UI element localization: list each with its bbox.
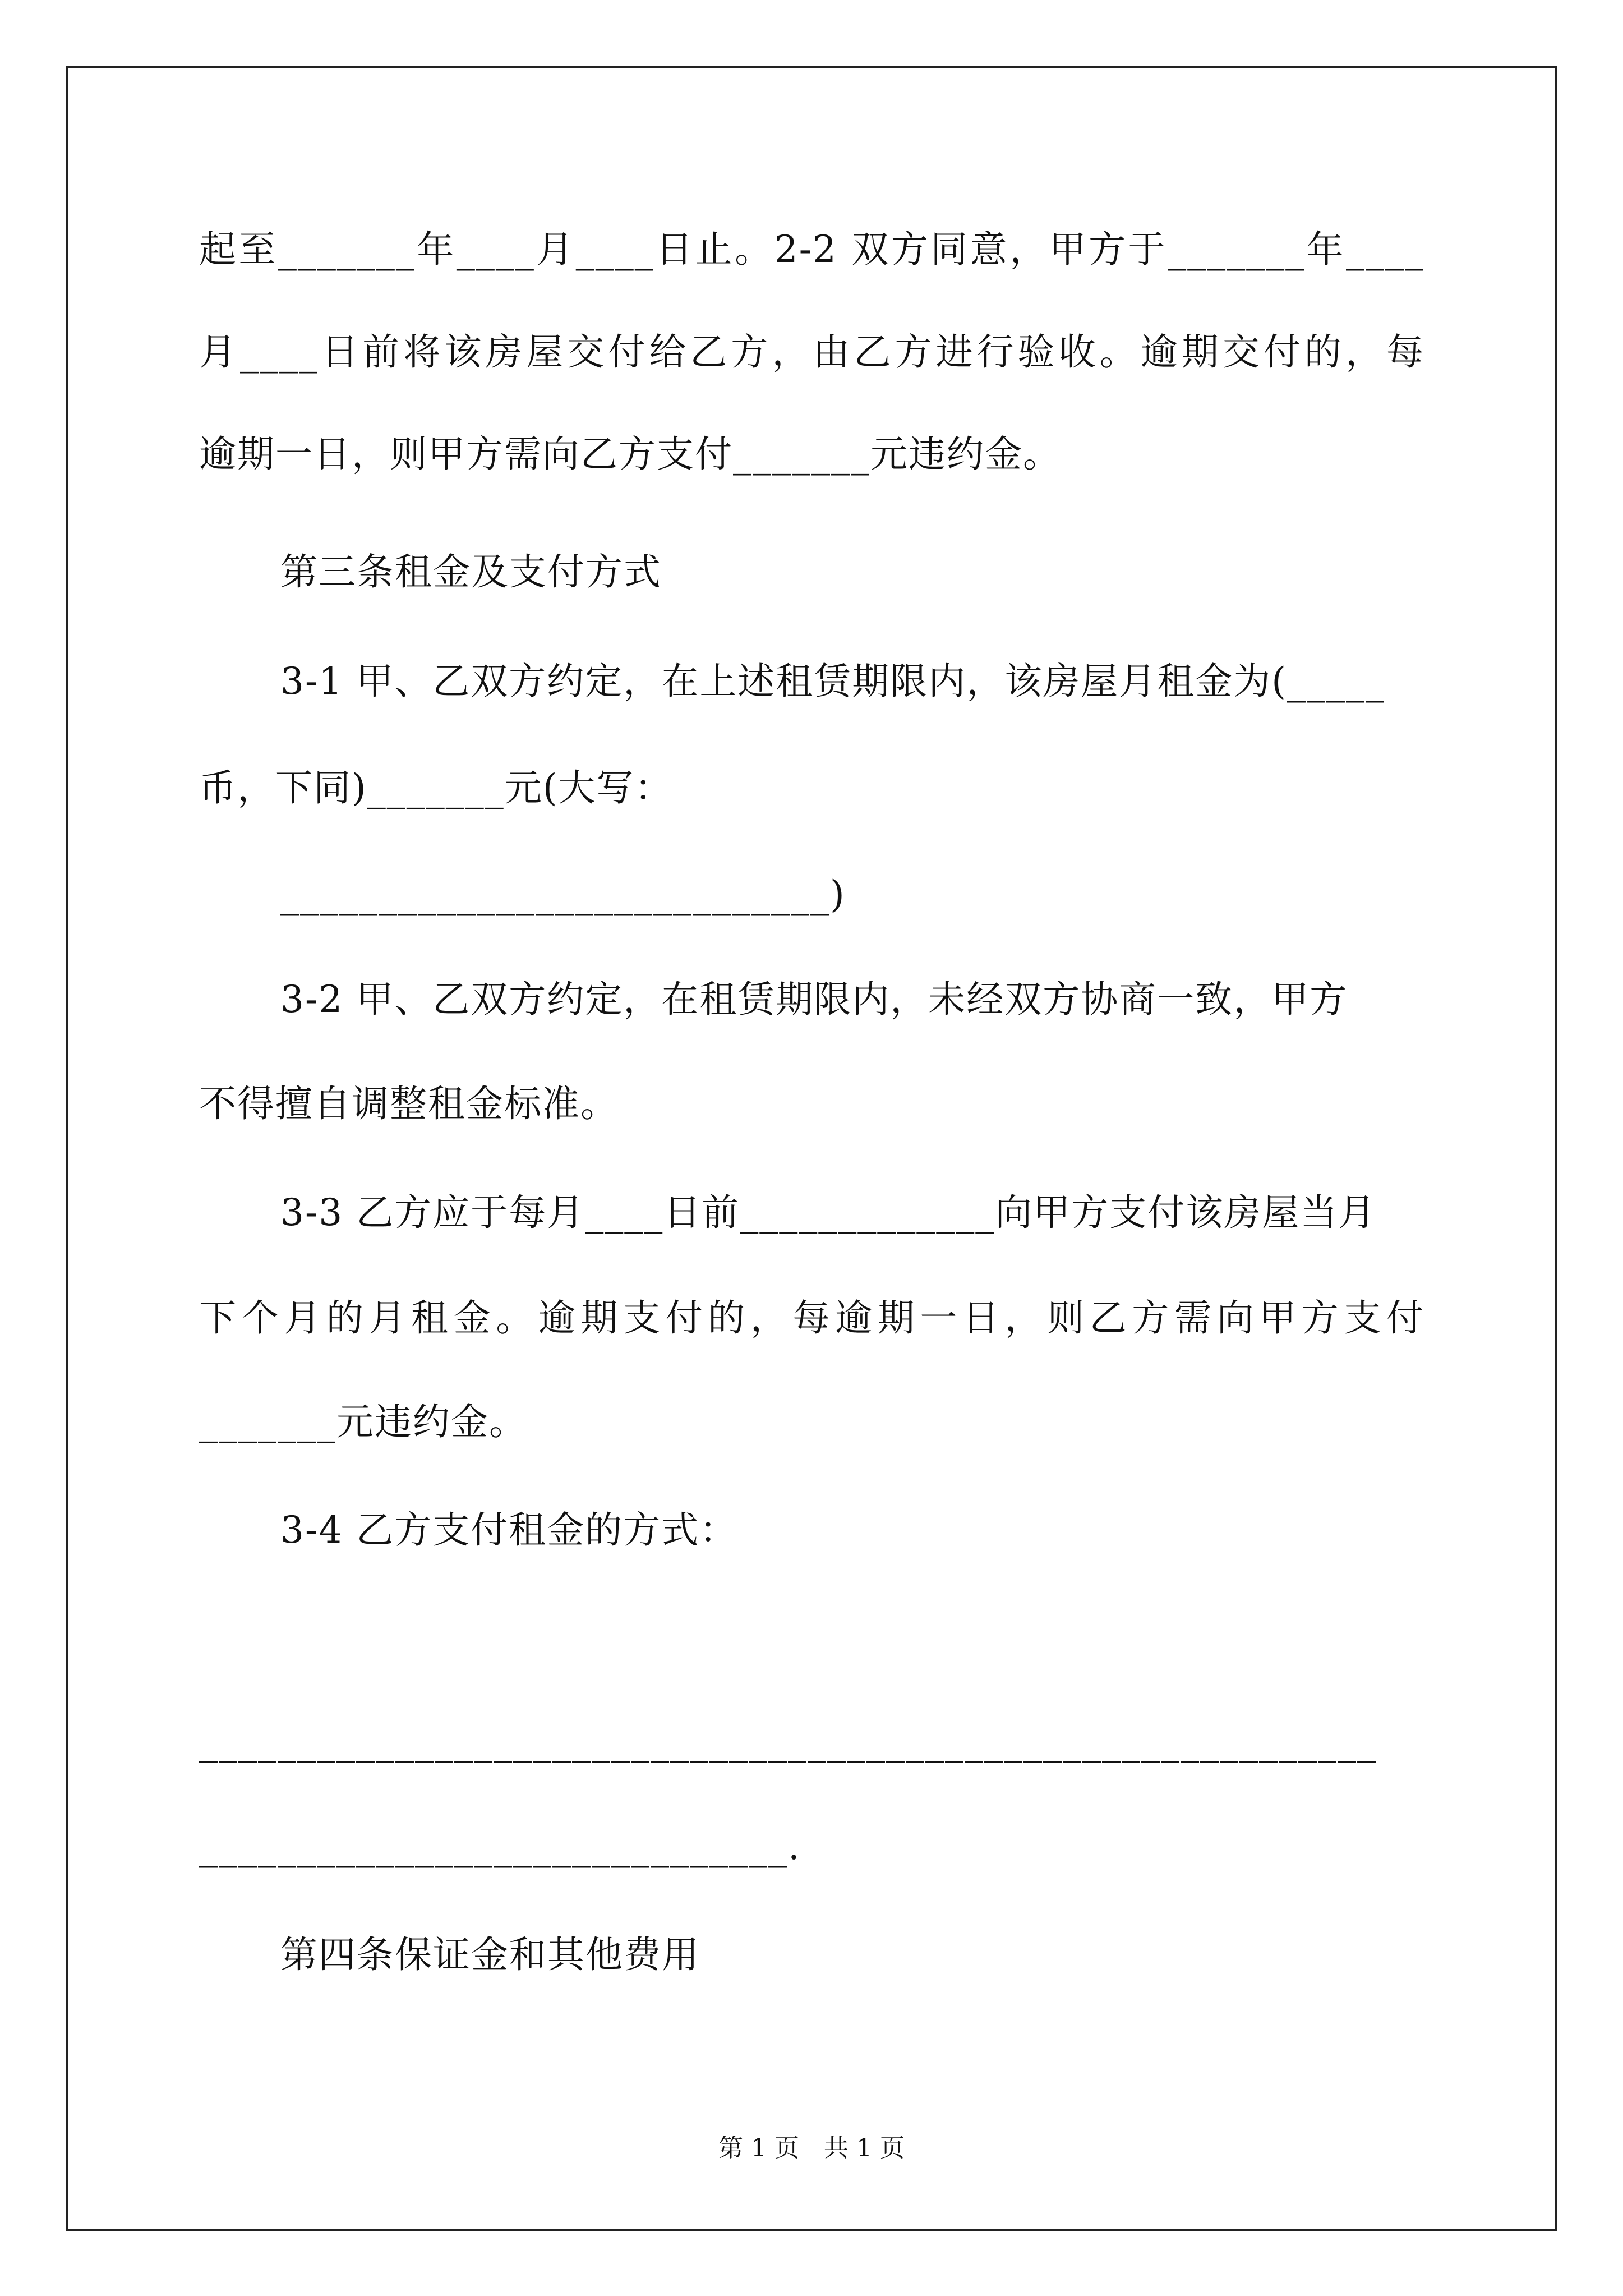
page-border: [66, 66, 1557, 2231]
page-footer: 第 1 页 共 1 页: [718, 2134, 905, 2162]
text-line-8: 3-2 甲、乙双方约定，在租赁期限内，未经双方协商一致，甲方: [280, 978, 1348, 1021]
text-line-10: 3-3 乙方应于每月____日前_____________向甲方支付该房屋当月: [280, 1191, 1377, 1234]
section-heading-4: 第四条保证金和其他费用: [280, 1933, 700, 1976]
text-line-14: ____________________________________________________________: [199, 1720, 1377, 1763]
text-line-1: 起至_______年____月____日止。2-2 双方同意，甲方于_______年____: [199, 228, 1424, 271]
text-line-12: _______元违约金。: [199, 1400, 527, 1443]
text-line-2: 月____日前将该房屋交付给乙方，由乙方进行验收。逾期交付的，每: [199, 330, 1424, 374]
text-line-15: ______________________________.: [199, 1825, 801, 1868]
text-line-3: 逾期一日，则甲方需向乙方支付_______元违约金。: [199, 432, 1061, 476]
text-line-13: 3-4 乙方支付租金的方式：: [280, 1508, 738, 1552]
text-line-11: 下个月的月租金。逾期支付的，每逾期一日，则乙方需向甲方支付: [199, 1296, 1424, 1340]
section-heading-3: 第三条租金及支付方式: [280, 550, 662, 593]
text-line-6: 币，下同)_______元(大写：: [199, 766, 673, 809]
text-line-7: ____________________________): [280, 873, 846, 916]
text-line-5: 3-1 甲、乙双方约定，在上述租赁期限内，该房屋月租金为(_____: [280, 660, 1386, 703]
text-line-9: 不得擅自调整租金标准。: [199, 1082, 619, 1125]
